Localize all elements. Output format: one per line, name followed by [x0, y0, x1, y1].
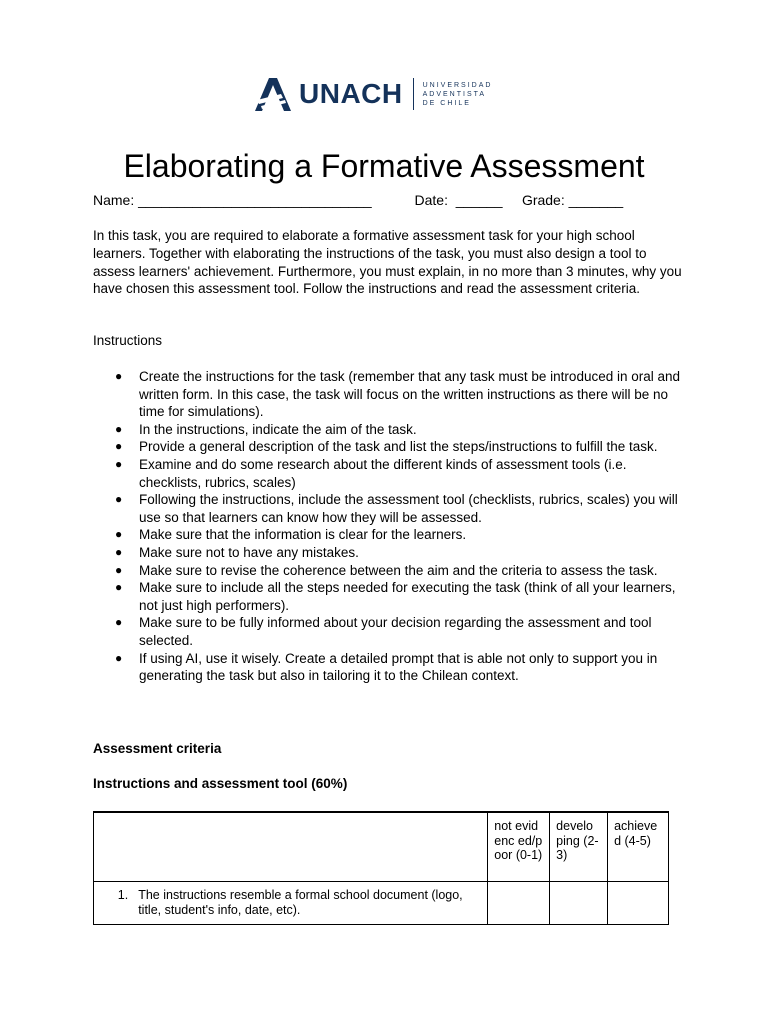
table-header-cell — [94, 812, 488, 882]
list-item-text: Make sure not to have any mistakes. — [139, 544, 359, 560]
criterion-item — [100, 888, 481, 917]
list-item-text: Create the instructions for the task (remember that any task must be introduced in oral and written form. In this case, the task will focus on the written instructions as there will be no time for simulations). — [139, 369, 681, 420]
tool-heading: Instructions and assessment tool (60%) — [93, 776, 348, 791]
logo-brand-text: UNACH — [299, 78, 403, 109]
list-item-text: Make sure to revise the coherence between the aim and the criteria to assess the task. — [139, 562, 658, 578]
student-info-line — [93, 190, 623, 210]
list-item — [93, 562, 683, 580]
date-blank: ______ — [455, 192, 503, 208]
list-item-text: Make sure that the information is clear for the learners. — [139, 527, 467, 543]
bullet-icon: ● — [115, 650, 123, 665]
logo-sub-line: DE CHILE — [422, 99, 471, 107]
list-item-text: Make sure to be fully informed about your decision regarding the assessment and tool selected. — [139, 615, 652, 648]
university-logo — [253, 74, 492, 114]
unach-logo-mark-icon — [253, 76, 293, 112]
bullet-icon: ● — [115, 615, 123, 630]
table-header-row — [94, 812, 669, 882]
logo-subtitle — [423, 81, 493, 108]
table-header-cell: achieve d (4-5) — [608, 812, 669, 882]
bullet-icon: ● — [115, 562, 123, 577]
logo-sub-line: ADVENTISTA — [422, 90, 487, 98]
assessment-table — [93, 811, 669, 925]
list-item — [93, 650, 683, 685]
bullet-icon: ● — [115, 580, 123, 595]
list-item — [93, 368, 683, 421]
grade-blank: _______ — [568, 192, 624, 208]
list-item-text: If using AI, use it wisely. Create a detailed prompt that is able not only to support you in generating the task but also in tailoring it to the Chilean context. — [139, 650, 658, 684]
criterion-text: The instructions resemble a formal school document (logo, title, student's info, date, etc). — [138, 888, 463, 917]
list-item-text: In the instructions, indicate the aim of the task. — [139, 421, 417, 437]
table-header-cell: not evidenc ed/poor (0-1) — [488, 812, 550, 882]
criterion-number: 1. — [117, 888, 129, 902]
table-cell-score — [488, 882, 550, 925]
table-row — [94, 882, 669, 925]
list-item — [93, 438, 683, 456]
bullet-icon: ● — [115, 421, 123, 436]
list-item-text: Provide a general description of the task and list the steps/instructions to fulfill the task. — [139, 439, 658, 455]
list-item — [93, 456, 683, 491]
instructions-heading: Instructions — [93, 333, 163, 348]
intro-paragraph: In this task, you are required to elaborate a formative assessment task for your high school learners. Together with elaborating the instructions of the task, you must also design a tool to assess learners' achievement. Furthermore, you must explain, in no more than 3 minutes, why you have chosen this assessment tool. Follow the instructions and read the assessment criteria. — [93, 228, 682, 297]
table-cell-score — [608, 882, 669, 925]
date-label: Date: — [414, 192, 448, 208]
grade-label: Grade: — [521, 192, 565, 208]
bullet-icon: ● — [115, 492, 123, 507]
list-item — [93, 421, 683, 439]
table-header-cell: develo ping (2-3) — [550, 812, 608, 882]
list-item-text: Examine and do some research about the different kinds of assessment tools (i.e. checklists, rubrics, scales) — [139, 456, 627, 490]
table-cell-score — [550, 882, 608, 925]
table-cell-criterion — [94, 882, 488, 925]
document-title: Elaborating a Formative Assessment — [123, 148, 645, 184]
name-blank: ______________________________ — [138, 192, 372, 208]
name-label: Name: — [93, 192, 135, 208]
criteria-heading: Assessment criteria — [93, 741, 222, 756]
list-item — [93, 491, 683, 526]
bullet-icon: ● — [115, 369, 123, 383]
bullet-icon: ● — [115, 544, 123, 559]
bullet-icon: ● — [115, 527, 123, 542]
list-item — [93, 579, 683, 614]
list-item — [93, 526, 683, 544]
list-item-text: Following the instructions, include the assessment tool (checklists, rubrics, scales) you will use so that learners can know how they will be assessed. — [139, 492, 678, 525]
bullet-icon: ● — [115, 439, 123, 454]
list-item — [93, 544, 683, 562]
list-item-text: Make sure to include all the steps needed for executing the task (think of all your learners, not just high performers). — [139, 580, 676, 613]
instructions-list — [93, 368, 683, 685]
logo-sub-line: UNIVERSIDAD — [422, 81, 493, 89]
list-item — [93, 614, 683, 649]
bullet-icon: ● — [115, 456, 123, 471]
logo-divider — [413, 78, 414, 110]
